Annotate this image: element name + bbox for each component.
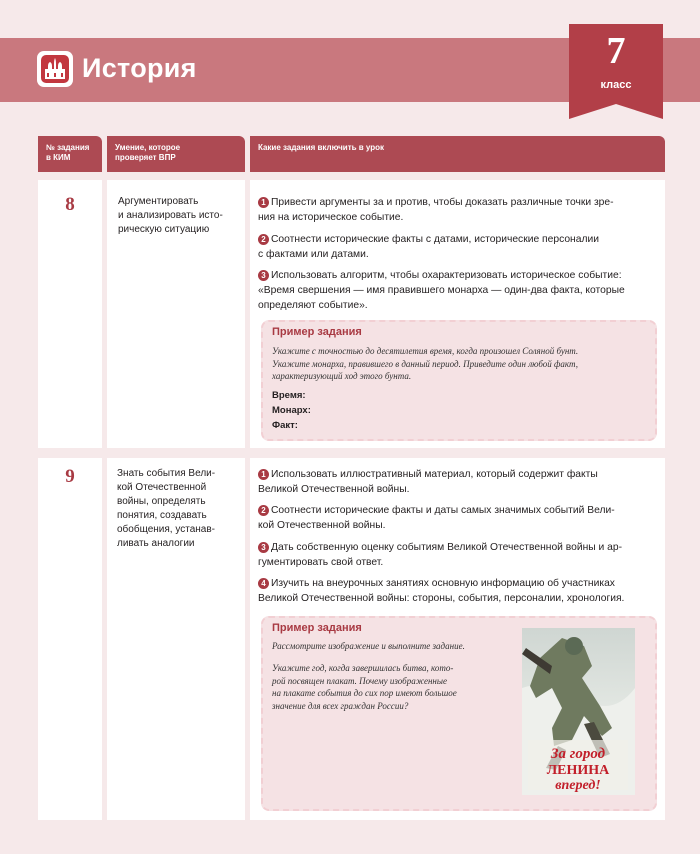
bullet-number: 3 bbox=[258, 542, 269, 553]
task-item: 4 Изучить на внеурочных занятиях основную информацию об участниках Великой Отечественной войны: стороны, события, персоналии, хронология. bbox=[258, 578, 625, 604]
col-header-number: № задания в КИМ bbox=[38, 136, 102, 172]
task-number: 9 bbox=[65, 466, 75, 487]
poster-text-line: ЛЕНИНА bbox=[546, 763, 610, 778]
col-header-tasks: Какие задания включить в урок bbox=[250, 136, 665, 172]
example-text: Укажите год, когда завершилась битва, кото- рой посвящен плакат. Почему изображенные на плакате события до сих пор имеют большое значение для всех граждан России? bbox=[272, 663, 457, 711]
example-title: Пример задания bbox=[272, 326, 362, 338]
row9-number-cell bbox=[38, 458, 102, 820]
example-intro: Рассмотрите изображение и выполните задание. bbox=[272, 641, 465, 651]
task-number: 8 bbox=[65, 194, 75, 215]
answer-field-monarch: Монарх: bbox=[272, 405, 311, 416]
task-item: 1 Привести аргументы за и против, чтобы доказать различные точки зре- ния на историческое событие. bbox=[258, 197, 614, 223]
example-text: Укажите с точностью до десятилетия время, когда произошел Соляной бунт. Укажите монарха, правившего в данный период. Приведите один любой факт, характеризующий ход этого бунта. bbox=[272, 346, 579, 381]
bullet-number: 1 bbox=[258, 197, 269, 208]
answer-field-time: Время: bbox=[272, 390, 306, 401]
war-poster-image bbox=[522, 628, 635, 795]
task-item: 1 Использовать иллюстративный материал, который содержит факты Великой Отечественной войны. bbox=[258, 469, 598, 495]
skill-text: Аргументировать и анализировать исто- рическую ситуацию bbox=[118, 196, 223, 235]
grade-number: 7 bbox=[606, 30, 626, 72]
task-item: 3 Дать собственную оценку событиям Великой Отечественной войны и ар- гументировать свой ответ. bbox=[258, 542, 623, 568]
bullet-number: 2 bbox=[258, 505, 269, 516]
grade-label: класс bbox=[600, 79, 632, 91]
task-item: 2 Соотнести исторические факты и даты самых значимых событий Вели- кой Отечественной войны. bbox=[258, 505, 615, 531]
col-header-skill: Умение, которое проверяет ВПР bbox=[107, 136, 245, 172]
bullet-number: 1 bbox=[258, 469, 269, 480]
bullet-number: 2 bbox=[258, 234, 269, 245]
poster-text-line: За город bbox=[550, 746, 606, 762]
example-title: Пример задания bbox=[272, 622, 362, 634]
poster-text-line: вперед! bbox=[555, 778, 601, 793]
row8-number-cell bbox=[38, 180, 102, 448]
task-item: 2 Соотнести исторические факты с датами, исторические персоналии с фактами или датами. bbox=[258, 234, 599, 260]
kremlin-logo-icon bbox=[37, 51, 73, 87]
skill-text: Знать события Вели- кой Отечественной войны, определять понятия, создавать обобщения, устанав- ливать аналогии bbox=[117, 468, 216, 549]
page-title: История bbox=[82, 53, 197, 83]
bullet-number: 4 bbox=[258, 578, 269, 589]
task-item: 3 Использовать алгоритм, чтобы охарактеризовать историческое событие: «Время свершения — имя правившего монарха — один-два факта, которые определяют событие». bbox=[258, 270, 625, 311]
answer-field-fact: Факт: bbox=[272, 420, 298, 431]
bullet-number: 3 bbox=[258, 270, 269, 281]
